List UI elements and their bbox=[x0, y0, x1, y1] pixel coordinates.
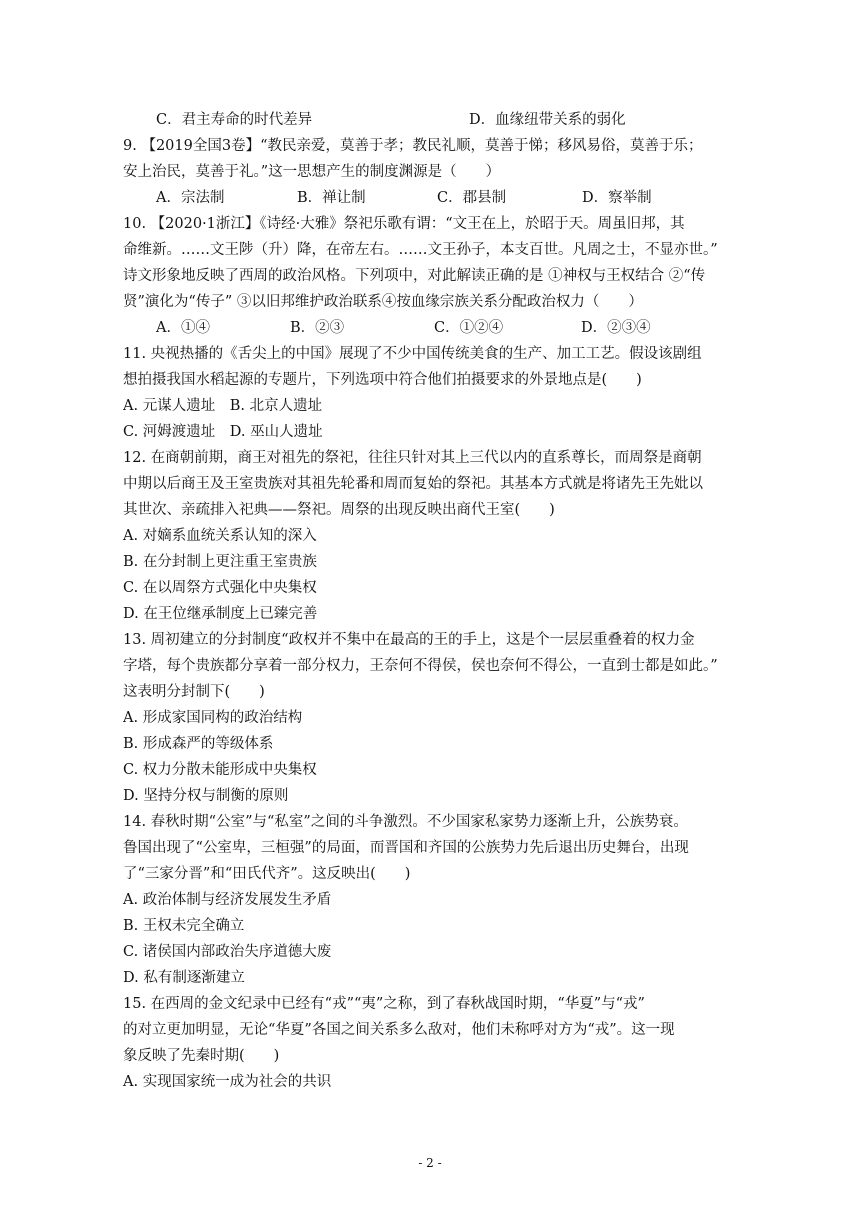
q15-option-a: A. 实现国家统一成为社会的共识 bbox=[123, 1074, 332, 1090]
q14-option-d: D. 私有制逐渐建立 bbox=[123, 970, 245, 986]
q14-stem-line-3: 了“三家分晋”和“田氏代齐”。这反映出( ) bbox=[123, 866, 411, 882]
q11-stem-line-1: 11. 央视热播的《舌尖上的中国》展现了不少中国传统美食的生产、加工工艺。假设该剧组 bbox=[123, 346, 702, 362]
q15-stem-line-3: 象反映了先秦时期( ) bbox=[123, 1048, 280, 1064]
q13-stem-line-3: 这表明分封制下( ) bbox=[123, 684, 265, 700]
q11-options-line-2: C. 河姆渡遗址 D. 巫山人遗址 bbox=[123, 424, 323, 440]
q10-stem-line-2: 命维新。……文王陟（升）降，在帝左右。……文王孙子，本支百世。凡周之士，不显亦世。” bbox=[123, 242, 718, 258]
q13-stem-line-2: 字塔，每个贵族都分享着一部分权力，王奈何不得侯，侯也奈何不得公，一直到士都是如此。” bbox=[123, 658, 718, 674]
q10-stem-line-1: 10. 【2020·1浙江】《诗经·大雅》祭祀乐歌有谓：“文王在上，於昭于天。周虽旧邦，其 bbox=[123, 216, 685, 232]
q10-option-b: B．②③ bbox=[290, 320, 345, 336]
q12-stem-line-2: 中期以后商王及王室贵族对其祖先轮番和周而复始的祭祀。其基本方式就是将诸先王先妣以 bbox=[123, 476, 703, 492]
q13-option-a: A. 形成家国同构的政治结构 bbox=[123, 710, 303, 726]
q15-stem-line-1: 15. 在西周的金文纪录中已经有“戎”“夷”之称，到了春秋战国时期，“华夏”与“戎” bbox=[123, 996, 645, 1012]
q9-option-a: A．宗法制 bbox=[156, 190, 225, 206]
q14-stem-line-1: 14. 春秋时期“公室”与“私室”之间的斗争激烈。不少国家私家势力逐渐上升，公族势衰。 bbox=[123, 814, 688, 830]
q9-option-b: B．禅让制 bbox=[297, 190, 366, 206]
q13-option-b: B. 形成森严的等级体系 bbox=[123, 736, 274, 752]
page-number: - 2 - bbox=[418, 1156, 442, 1170]
q12-option-d: D. 在王位继承制度上已臻完善 bbox=[123, 606, 318, 622]
q13-option-d: D. 坚持分权与制衡的原则 bbox=[123, 788, 289, 804]
q9-option-c: C．郡县制 bbox=[437, 190, 507, 206]
q12-option-a: A. 对嫡系血统关系认知的深入 bbox=[123, 528, 317, 544]
q12-stem-line-3: 其世次、亲疏排入祀典——祭祀。周祭的出现反映出商代王室( ) bbox=[123, 502, 555, 518]
q12-stem-line-1: 12. 在商朝前期，商王对祖先的祭祀，往往只针对其上三代以内的直系尊长，而周祭是商朝 bbox=[123, 450, 702, 466]
q11-options-line-1: A. 元谋人遗址 B. 北京人遗址 bbox=[123, 398, 323, 414]
q10-stem-line-4: 贤”演化为“传子” ③以旧邦维护政治联系④按血缘宗族关系分配政治权力（ ） bbox=[123, 294, 643, 310]
q8-option-c: C．君主寿命的时代差异 bbox=[156, 112, 313, 128]
q8-option-d: D．血缘纽带关系的弱化 bbox=[469, 112, 626, 128]
q13-stem-line-1: 13. 周初建立的分封制度“政权并不集中在最高的王的手上，这是个一层层重叠着的权力金 bbox=[123, 632, 695, 648]
q15-stem-line-2: 的对立更加明显，无论“华夏”各国之间关系多么敌对，他们未称呼对方为“戎”。这一现 bbox=[123, 1022, 675, 1038]
q12-option-c: C. 在以周祭方式强化中央集权 bbox=[123, 580, 317, 596]
q9-option-d: D．察举制 bbox=[582, 190, 652, 206]
q10-option-d: D．②③④ bbox=[581, 320, 651, 336]
q13-option-c: C. 权力分散未能形成中央集权 bbox=[123, 762, 317, 778]
q11-stem-line-2: 想拍摄我国水稻起源的专题片，下列选项中符合他们拍摄要求的外景地点是( ) bbox=[123, 372, 642, 388]
q10-option-a: A．①④ bbox=[156, 320, 210, 336]
q14-option-c: C. 诸侯国内部政治失序道德大废 bbox=[123, 944, 332, 960]
q9-stem-line-2: 安上治民，莫善于礼。”这一思想产生的制度渊源是（ ） bbox=[123, 164, 501, 180]
q10-option-c: C．①②④ bbox=[434, 320, 504, 336]
q14-option-a: A. 政治体制与经济发展发生矛盾 bbox=[123, 892, 332, 908]
q14-option-b: B. 王权未完全确立 bbox=[123, 918, 245, 934]
q10-stem-line-3: 诗文形象地反映了西周的政治风格。下列项中，对此解读正确的是 ①神权与王权结合 ②“传 bbox=[123, 268, 706, 284]
q9-stem-line-1: 9. 【2019全国3卷】“教民亲爱，莫善于孝；教民礼顺，莫善于悌；移风易俗，莫善于乐； bbox=[123, 138, 703, 154]
q12-option-b: B. 在分封制上更注重王室贵族 bbox=[123, 554, 317, 570]
q14-stem-line-2: 鲁国出现了“公室卑，三桓强”的局面，而晋国和齐国的公族势力先后退出历史舞台，出现 bbox=[123, 840, 689, 856]
